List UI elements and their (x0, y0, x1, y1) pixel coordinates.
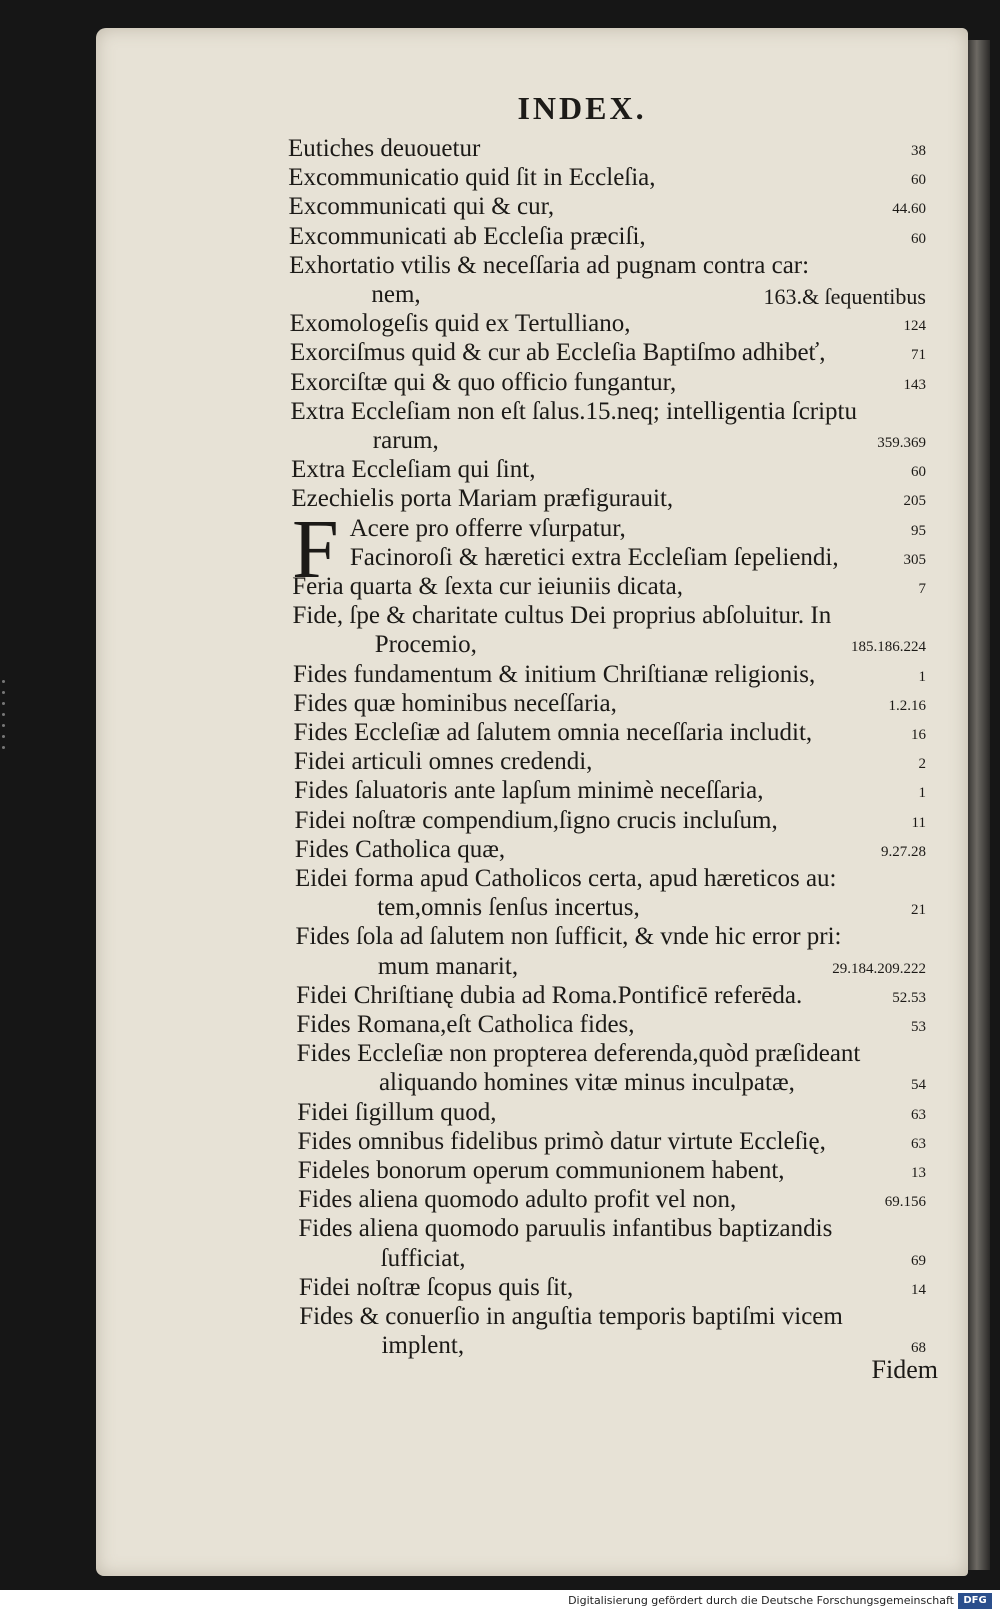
entry-text: Exhortatio vtilis & neceſſaria ad pugnam contra car: (289, 251, 810, 279)
entry-text: mum manarit, (377, 952, 519, 980)
entry-page-ref: 359.369 (877, 435, 926, 451)
entry-text: aliquando homines vitæ minus inculpatæ, (378, 1069, 795, 1097)
index-entry (298, 1185, 926, 1215)
entry-text: Fidei Chriſtianę dubia ad Roma.Pontificē referēda. (296, 981, 803, 1009)
index-entry (289, 192, 926, 222)
entry-text: rarum, (372, 427, 439, 454)
entry-page-ref: 9.27.28 (880, 843, 926, 860)
index-entry (298, 1214, 926, 1244)
index-entry (350, 543, 926, 573)
index-entry (292, 601, 926, 631)
entry-text: Fide, ſpe & charitate cultus Dei proprius abſoluitur. In (292, 602, 832, 630)
entry-page-ref: 2 (918, 756, 926, 773)
entry-text: Eutiches deuouetur (288, 135, 481, 162)
index-entry (288, 163, 926, 193)
entry-page-ref: 69 (910, 1252, 926, 1269)
entry-text: Fides quæ hominibus neceſſaria, (293, 689, 617, 717)
index-entry (293, 689, 926, 719)
initial-capital: F (292, 503, 339, 596)
index-entry (297, 1039, 926, 1069)
index-entry (299, 1302, 926, 1332)
index-entry (294, 718, 926, 748)
entry-page-ref: 11 (911, 814, 926, 831)
entry-text: Fides fundamentum & initium Chriſtianæ religionis, (293, 660, 816, 688)
index-entry (296, 981, 926, 1011)
index-entry (290, 309, 926, 339)
entry-text: Excommunicatio quid ſit in Eccleſia, (288, 164, 656, 192)
entry-page-ref: 63 (910, 1135, 926, 1152)
index-entry (296, 922, 926, 952)
entry-text: Fidei noſtræ ſcopus quis ſit, (298, 1273, 574, 1301)
entry-page-ref: 44.60 (892, 201, 926, 218)
entry-page-ref: 124 (903, 318, 926, 335)
index-entry (379, 1068, 926, 1098)
entry-text: Exorciſmus quid & cur ab Eccleſia Baptiſmo adhibeť, (289, 339, 826, 367)
entry-page-ref: 185.186.224 (850, 639, 926, 656)
entry-text: Fides omnibus fidelibus primò datur virtute Eccleſię, (297, 1127, 826, 1155)
index-entry (350, 514, 926, 544)
book-page (96, 28, 968, 1576)
entry-page-ref: 1 (918, 785, 926, 802)
index-entry (293, 660, 926, 690)
entry-text: Fides ſola ad ſalutem non ſufficit, & vnde hic error pri: (295, 923, 842, 951)
entry-text: Fidei ſigillum quod, (297, 1098, 497, 1126)
index-entry (377, 893, 926, 923)
entry-text: Fideles bonorum operum communionem habent, (297, 1157, 785, 1184)
index-entry (291, 397, 926, 427)
entry-page-ref: 71 (910, 347, 926, 364)
index-entry (378, 952, 926, 982)
entry-text: Fides Eccleſiæ ad ſalutem omnia neceſſaria includit, (293, 719, 813, 746)
binding-dots (2, 680, 8, 780)
entry-text: Fides & conuerſio in anguſtia temporis baptiſmi vicem (299, 1303, 843, 1330)
entry-page-ref: 16 (910, 727, 926, 743)
index-entry (295, 864, 926, 894)
index-entry (292, 572, 926, 602)
entry-text: tem,omnis ſenſus incertus, (377, 894, 640, 922)
index-entry (289, 222, 926, 252)
entry-text: Feria quarta & ſexta cur ieiuniis dicata, (292, 573, 684, 600)
entry-page-ref: 63 (910, 1106, 926, 1123)
entry-text: Fides Eccleſiæ non propterea deferenda,quòd præſideant (296, 1040, 861, 1068)
dfg-logo: DFG (958, 1593, 992, 1609)
index-entry (297, 1098, 926, 1128)
entry-text: Exomologeſis quid ex Tertulliano, (289, 310, 631, 338)
entry-page-ref: 7 (918, 581, 926, 597)
entry-text: Excommunicati qui & cur, (288, 193, 555, 221)
index-entry (299, 1273, 926, 1303)
entry-text: ſufficiat, (380, 1244, 466, 1272)
entry-text: Acere pro offerre vſurpatur, (349, 514, 626, 542)
entry-text: Extra Eccleſiam qui ſint, (291, 456, 536, 484)
entry-text: Fidei articuli omnes credendi, (293, 748, 593, 776)
index-entry (289, 251, 926, 281)
entry-page-ref: 95 (910, 522, 926, 539)
footer-bar (0, 1590, 1000, 1613)
index-entry (294, 747, 926, 777)
entry-page-ref: 53 (910, 1019, 926, 1035)
index-entry (298, 1156, 926, 1186)
index-entry (294, 776, 926, 806)
entry-page-ref: 60 (910, 172, 926, 189)
entry-text: Excommunicati ab Eccleſia præciſi, (288, 222, 646, 250)
index-entry (288, 134, 926, 164)
index-entry (371, 280, 926, 310)
entry-page-ref: 143 (903, 376, 926, 393)
catchword: Fidem (871, 1355, 938, 1384)
entry-page-ref: 60 (910, 230, 926, 247)
index-entry (291, 455, 926, 485)
entry-text: Fides Romana,eſt Catholica fides, (296, 1011, 635, 1038)
entry-page-ref: 38 (911, 143, 926, 159)
index-entry (296, 1010, 926, 1040)
index-entry (290, 368, 926, 398)
entry-page-ref: 1.2.16 (888, 697, 926, 714)
index-entry (290, 338, 926, 368)
footer-credit: Digitalisierung gefördert durch die Deutsche Forschungsgemeinschaft (568, 1594, 954, 1607)
entry-text: Exorciſtæ qui & quo officio fungantur, (290, 368, 677, 396)
entry-page-ref: 305 (903, 551, 926, 568)
entry-page-ref: 29.184.209.222 (832, 960, 926, 977)
page-edge (968, 40, 990, 1570)
entry-page-ref: 21 (910, 902, 926, 919)
entry-page-ref: 1 (918, 668, 926, 685)
index-entry (381, 1244, 926, 1274)
entry-text: Fides Catholica quæ, (294, 835, 506, 863)
entry-text: Eidei forma apud Catholicos certa, apud hæreticos au: (295, 865, 837, 892)
entry-page-ref: 54 (910, 1077, 926, 1094)
index-entry (381, 1331, 926, 1361)
entry-page-ref: 68 (910, 1340, 926, 1357)
index-entry (291, 484, 926, 514)
entry-text: Extra Eccleſiam non eſt ſalus.15.neq; intelligentia ſcriptu (290, 397, 858, 425)
entry-text: Ezechielis porta Mariam præfigurauit, (291, 485, 674, 513)
entry-page-ref: 69.156 (884, 1194, 926, 1211)
entry-text: Fides ſaluatoris ante lapſum minimè neceſſaria, (294, 777, 764, 805)
index-entry (295, 835, 926, 865)
entry-text: Fides aliena quomodo paruulis infantibus baptizandis (298, 1215, 833, 1243)
entry-page-ref: 60 (910, 464, 926, 481)
index-entry (375, 630, 926, 660)
entry-text: Fides aliena quomodo adulto profit vel non, (298, 1186, 737, 1214)
index-entry (294, 806, 926, 836)
entry-text: Fidei noſtræ compendium,ſigno crucis incluſum, (294, 806, 778, 834)
entry-page-ref: 14 (910, 1281, 926, 1298)
entry-page-ref: 52.53 (892, 989, 926, 1006)
entry-text: Facinoroſi & hæretici extra Eccleſiam ſepeliendi, (349, 543, 839, 571)
page-title: INDEX. (517, 90, 647, 126)
entry-text: implent, (381, 1332, 465, 1360)
entry-text: Procemio, (374, 631, 477, 659)
index-entry (298, 1127, 926, 1157)
entry-page-ref: 205 (903, 493, 926, 510)
index-entry (373, 426, 926, 456)
entry-text: nem, (371, 281, 421, 308)
entry-page-ref: 13 (910, 1165, 926, 1181)
entry-page-ref: 163.& ſequentibus (763, 284, 926, 309)
